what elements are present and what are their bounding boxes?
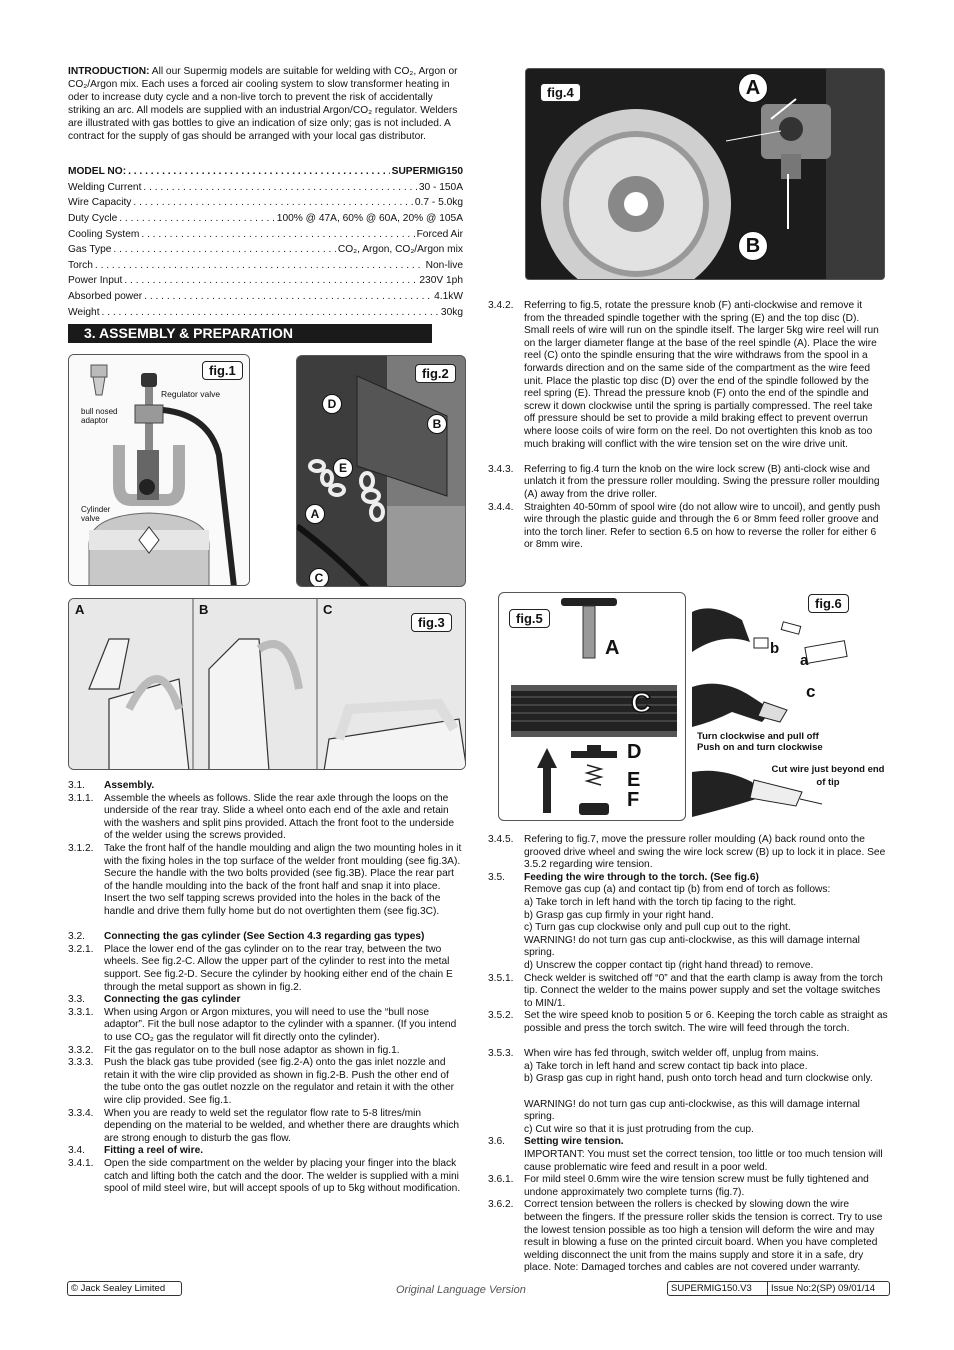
fig1-bullnose-label: bull nosed adaptor <box>81 407 118 425</box>
spec-row <box>68 273 463 289</box>
spec-value: SUPERMIG150 <box>391 166 463 178</box>
footer-copyright: © Jack Sealey Limited <box>67 1281 182 1296</box>
text-item <box>488 910 888 923</box>
fig5-label: fig.5 <box>509 609 550 628</box>
spec-value: 4.1kW <box>434 291 463 303</box>
text-item <box>488 935 888 960</box>
item-text: Push the black gas tube provided (see fig.2-A) onto the gas inlet nozzle and retain it with the wire clip provided as shown in fig.2-B. Push the other end of the tube onto the gas outlet nozzle on the regulator and retain it with the other wire clip provided. See fig.1. <box>104 1057 455 1106</box>
item-text: Fitting a reel of wire. <box>104 1145 204 1157</box>
spec-leader <box>133 197 412 208</box>
item-number <box>488 897 524 910</box>
spec-row <box>68 226 463 242</box>
fig4-letter: A <box>738 73 768 103</box>
item-number <box>488 960 524 973</box>
text-item <box>68 1007 463 1045</box>
text-item <box>488 1061 888 1074</box>
spec-row <box>68 242 463 258</box>
item-number: 3.1. <box>68 780 85 791</box>
item-text: WARNING! do not turn gas cup anti-clockwise, as this will damage internal spring. <box>524 1098 860 1123</box>
spec-leader <box>144 291 432 302</box>
item-number: 3.3.4. <box>68 1107 94 1119</box>
item-text: b) Grasp gas cup firmly in your right hand. <box>524 909 714 921</box>
item-text: c) Turn gas cup clockwise only and pull cup out to the right. <box>524 922 791 934</box>
item-number: 3.5.1. <box>488 972 514 984</box>
fig3-panel-b: B <box>199 602 209 617</box>
text-item <box>68 944 463 994</box>
item-number: 3.1.2. <box>68 843 94 854</box>
text-item <box>68 780 463 793</box>
item-number: 3.1.1. <box>68 792 94 804</box>
item-text: Correct tension between the rollers is checked by slowing down the wire between the fingers. If the pressure roller skids the tension is correct. Try to use the lowest tension possible as too high a tension will deform the wire and may result in blowing a fuse on the printed circuit board. When you have completed welding disconnect the unit from the mains supply and store it in a safe, dry place. Note: Damaged torches and cables are not covered under warranty. <box>524 1199 883 1274</box>
text-item <box>488 300 882 451</box>
fig6-caption-2: Push on and turn clockwise <box>697 742 823 753</box>
text-item <box>488 872 888 885</box>
item-number: 3.4.5. <box>488 834 514 845</box>
spec-leader <box>143 182 416 193</box>
spec-leader <box>128 166 390 177</box>
text-item <box>488 1048 888 1061</box>
spec-label: Torch <box>68 259 93 271</box>
fig2-letter: A <box>305 504 325 524</box>
spec-label: Absorbed power <box>68 291 143 303</box>
text-item <box>68 1158 463 1196</box>
fig5-letter: D <box>627 741 642 763</box>
text-item <box>68 843 463 919</box>
item-text: c) Cut wire so that it is just protruding from the cup. <box>524 1123 754 1135</box>
item-number: 3.5.2. <box>488 1010 514 1022</box>
text-item <box>488 1149 888 1174</box>
fig1-regulator-label: Regulator valve <box>161 389 221 399</box>
spec-label: MODEL NO: <box>68 166 127 178</box>
fig5-letter: F <box>627 789 640 811</box>
text-item <box>488 502 882 552</box>
spec-value: Non-live <box>425 259 463 271</box>
figure-2 <box>296 355 466 587</box>
spec-label: Wire Capacity <box>68 197 132 209</box>
text-item <box>488 1174 888 1199</box>
figure-5 <box>498 592 686 821</box>
fig3-label: fig.3 <box>411 613 452 632</box>
item-number: 3.3.1. <box>68 1006 94 1018</box>
item-text: WARNING! do not turn gas cup anti-clockwise, as this will damage internal spring. <box>524 934 860 959</box>
item-number: 3.2.1. <box>68 943 94 955</box>
text-item <box>488 1073 888 1086</box>
text-item <box>488 897 888 910</box>
fig4-label: fig.4 <box>540 83 581 102</box>
spec-row <box>68 180 463 196</box>
text-item <box>488 1010 888 1035</box>
intro-label: INTRODUCTION: <box>68 66 150 77</box>
item-number: 3.6.1. <box>488 1174 514 1186</box>
item-number: 3.6.2. <box>488 1199 514 1211</box>
item-text: Take the front half of the handle moulding and align the two mounting holes in it with the fixing holes in the top surface of the welder front moulding (see fig.3A). Secure the handle with the two bolts provided (see fig.3B). Place the rear part of the handle moulding into the back of the front half and snap it into place. Insert the two self tapping screws provided into the holes in the back of the handle and drive them fully home but do not overtighten them (see fig.3C). <box>104 843 462 917</box>
spec-leader <box>113 244 335 255</box>
spec-row <box>68 211 463 227</box>
item-text: For mild steel 0.6mm wire the wire tension screw must be fully tightened and undone approximately two complete turns (fig.7). <box>524 1174 869 1198</box>
item-text: Feeding the wire through to the torch. (See fig.6) <box>524 871 759 883</box>
spec-value: Forced Air <box>416 228 463 240</box>
section-title: 3. ASSEMBLY & PREPARATION <box>68 324 432 343</box>
spec-row <box>68 164 463 180</box>
text-item <box>488 1136 888 1149</box>
item-text: When using Argon or Argon mixtures, you will need to use the “bull nose adaptor”. Fit the bull nose adaptor to the cylinder with a spanner. (If you intend to use CO₂ gas the regulator will fit directly onto the cylinder). <box>104 1006 457 1043</box>
text-item <box>68 1108 463 1146</box>
text-item <box>68 1045 463 1058</box>
spec-row <box>68 195 463 211</box>
item-number <box>488 884 524 897</box>
item-number: 3.3. <box>68 994 85 1006</box>
item-text: Remove gas cup (a) and contact tip (b) from end of torch as follows: <box>524 884 831 896</box>
text-item <box>488 464 882 502</box>
fig2-label: fig.2 <box>415 364 456 383</box>
item-number <box>488 910 524 923</box>
spec-row <box>68 258 463 274</box>
item-number: 3.4. <box>68 1145 85 1157</box>
fig5-letter: A <box>605 637 620 659</box>
item-text: a) Take torch in left hand and screw contact tip back into place. <box>524 1060 808 1072</box>
spec-leader <box>141 229 414 240</box>
item-number: 3.3.2. <box>68 1044 94 1056</box>
spec-leader <box>95 260 424 271</box>
fig1-label: fig.1 <box>202 361 243 380</box>
item-text: a) Take torch in left hand with the torch tip facing to the right. <box>524 897 797 908</box>
item-text: Fit the gas regulator on to the bull nose adaptor as shown in fig.1. <box>104 1044 400 1056</box>
item-number <box>488 1099 524 1124</box>
item-text: Assemble the wheels as follows. Slide the rear axle through the loops on the underside of the rear tray. Slide a wheel onto each end of the axle and retain with the washers and split pins provided. Attach the front foot to the underside of the welder using the screws provided. <box>104 792 454 842</box>
spec-value: 0.7 - 5.0kg <box>414 197 463 209</box>
item-text: Setting wire tension. <box>524 1136 624 1148</box>
spec-label: Duty Cycle <box>68 213 118 225</box>
fig5-letter: E <box>627 769 641 791</box>
fig6-caption-1: Turn clockwise and pull off <box>697 731 819 742</box>
fig2-letter: B <box>427 414 447 434</box>
item-number: 3.4.4. <box>488 501 514 513</box>
item-number: 3.5. <box>488 871 505 883</box>
spec-label: Cooling System <box>68 228 140 240</box>
item-number <box>488 1073 524 1086</box>
item-text: Referring to fig.4 turn the knob on the wire lock screw (B) anti-clock wise and unlatch it from the pressure roller moulding. Swing the pressure roller moulding (A) away from the drive roller. <box>524 463 880 500</box>
spec-leader <box>124 275 417 286</box>
item-number: 3.6. <box>488 1136 505 1148</box>
fig1-cylinder-label: Cylinder valve <box>81 505 111 523</box>
spec-label: Weight <box>68 306 100 318</box>
figure-4 <box>525 68 885 280</box>
item-number <box>488 935 524 960</box>
text-item <box>488 960 888 973</box>
spec-value: 30kg <box>440 306 463 318</box>
spec-value: CO₂, Argon, CO₂/Argon mix <box>337 244 463 256</box>
spec-value: 30 - 150A <box>418 181 463 193</box>
item-text: Refering to fig.7, move the pressure roller moulding (A) back round onto the grooved drive wheel and swing the wire lock screw (B) up to lock it in place. See 3.5.2 regarding wire tension. <box>524 834 886 871</box>
fig2-letter: D <box>322 394 342 414</box>
text-item <box>68 793 463 843</box>
item-text: b) Grasp gas cup in right hand, push onto torch head and turn clockwise only. <box>524 1073 873 1085</box>
item-text: Connecting the gas cylinder <box>104 994 241 1006</box>
text-item <box>488 834 888 872</box>
text-item <box>68 994 463 1007</box>
text-item <box>488 884 888 897</box>
fig1-illustration <box>69 355 250 586</box>
fig4-letter: B <box>738 231 768 261</box>
item-text: Open the side compartment on the welder by placing your finger into the black catch and lifting both the catch and the door. The welder is supplied with a mini spool of mild steel wire, but will accept spools of up to 5kg without modification. <box>104 1158 461 1195</box>
fig6-letter-a: a <box>800 652 809 669</box>
fig6-illustration <box>692 592 890 824</box>
figure-3 <box>68 598 466 770</box>
footer-center: Original Language Version <box>396 1284 526 1296</box>
spec-row <box>68 289 463 305</box>
footer-issue: Issue No:2(SP) 09/01/14 <box>771 1283 876 1294</box>
spec-value: 100% @ 47A, 60% @ 60A, 20% @ 105A <box>276 213 463 225</box>
spec-value: 230V 1ph <box>419 275 463 287</box>
item-number: 3.4.3. <box>488 463 514 475</box>
item-number: 3.4.2. <box>488 300 514 311</box>
item-text: Assembly. <box>104 780 155 791</box>
text-item <box>488 922 888 935</box>
item-number <box>488 1149 524 1174</box>
fig6-letter-b: b <box>770 640 780 657</box>
fig5-letter: C <box>631 687 652 718</box>
item-text: Connecting the gas cylinder (See Section 4.3 regarding gas types) <box>104 931 425 943</box>
item-text: Place the lower end of the gas cylinder on to the rear tray, between the two wheels. See fig.2-C. Allow the upper part of the cylinder to rest into the metal support. See fig.2-D. Secure the cylinder by hooking either end of the chain E through the metal support as shown in fig.2. <box>104 943 453 993</box>
item-number: 3.2. <box>68 931 85 943</box>
fig6-letter-c: c <box>806 682 816 701</box>
item-number: 3.4.1. <box>68 1158 94 1169</box>
figure-1 <box>68 354 250 586</box>
item-text: When wire has fed through, switch welder off, unplug from mains. <box>524 1048 819 1060</box>
spec-leader <box>102 307 439 318</box>
intro-text: All our Supermig models are suitable for welding with CO₂, Argon or CO₂/Argon mix. Each uses a forced air cooling system to slow transformer heating in oder to increase duty cycle and a non-live torch to prevent the risk of accidentally striking an arc. All models are supplied with an industrial Argon/CO₂ regulator. Welders are illustrated with gas bottles to give an indication of size only; gas is not included. A contract for the supply of gas should be arranged with your local gas distributor. <box>68 66 458 142</box>
text-item <box>68 1057 463 1107</box>
item-number <box>488 922 524 935</box>
text-item <box>68 931 463 944</box>
spec-leader <box>119 213 275 224</box>
text-item <box>488 1099 888 1124</box>
fig2-letter: E <box>333 458 353 478</box>
item-number <box>488 1061 524 1074</box>
spec-row <box>68 304 463 320</box>
item-text: Set the wire speed knob to position 5 or 6. Keeping the torch cable as straight as possible and press the torch switch. The wire will feed through the torch. <box>524 1010 888 1034</box>
item-text: IMPORTANT: You must set the correct tension, too little or too much tension will cause problematic wire feed and result in a poor weld. <box>524 1149 883 1173</box>
item-number <box>488 1124 524 1137</box>
item-text: When you are ready to weld set the regulator flow rate to 5-8 litres/min depending on the material to be welded, and whether there are draughts which are strong enough to disturb the gas flow. <box>104 1107 460 1144</box>
item-text: Check welder is switched off “0” and that the earth clamp is away from the torch tip. Connect the welder to the mains power supply and set the voltage switches to MIN/1. <box>524 972 883 1009</box>
item-number: 3.5.3. <box>488 1048 514 1060</box>
footer-meta-box <box>667 1281 890 1296</box>
footer-model: SUPERMIG150.V3 <box>668 1282 768 1295</box>
text-item <box>68 1145 463 1158</box>
text-item <box>488 1199 888 1275</box>
fig6-caption-3: Cut wire just beyond end of tip <box>771 764 885 788</box>
fig6-label: fig.6 <box>808 594 849 613</box>
intro-paragraph <box>68 66 463 143</box>
item-text: Referring to fig.5, rotate the pressure knob (F) anti-clockwise and remove it from the threaded spindle together with the spring (E) and the top disc (D). Small reels of wire will run on the spindle itself. The larger 5kg wire reel will run on the larger diameter flange at the base of the reel spindle (A). Place the wire reel (C) onto the spindle ensuring that the wire withdraws from the spool in a forwards direction and on the same side of the compartment as the wire feed unit. Place the plastic top disc (D) over the end of the spindle followed by the reel spring (E). Thread the pressure knob (F) onto the end of the spindle and screw it down clockwise until the spring is partially compressed. The reel take off pressure should be set to provide a mild braking effect to prevent overrun where loose coils of wire form on the reel. Do not overtighten this knob as too much braking will conflict with the wire tension set on the wire drive unit. <box>524 300 879 450</box>
figure-6 <box>692 592 890 824</box>
fig2-letter: C <box>309 568 329 587</box>
item-number: 3.3.3. <box>68 1057 94 1069</box>
item-text: d) Unscrew the copper contact tip (right hand thread) to remove. <box>524 960 814 971</box>
fig2-illustration <box>297 356 466 587</box>
spec-label: Welding Current <box>68 181 142 193</box>
fig3-panel-c: C <box>323 602 333 617</box>
fig3-panel-a: A <box>75 602 85 617</box>
fig3-illustration <box>69 599 466 770</box>
spec-label: Gas Type <box>68 244 112 256</box>
item-text: Straighten 40-50mm of spool wire (do not allow wire to uncoil), and gently push wire through the plastic guide and through the 6 or 8mm feed roller groove and into the torch liner. Refer to section 6.5 on how to reverse the roller for either 6 or 8mm wire. <box>524 501 881 551</box>
text-item <box>488 1124 888 1137</box>
spec-label: Power Input <box>68 275 123 287</box>
text-item <box>488 973 888 1011</box>
